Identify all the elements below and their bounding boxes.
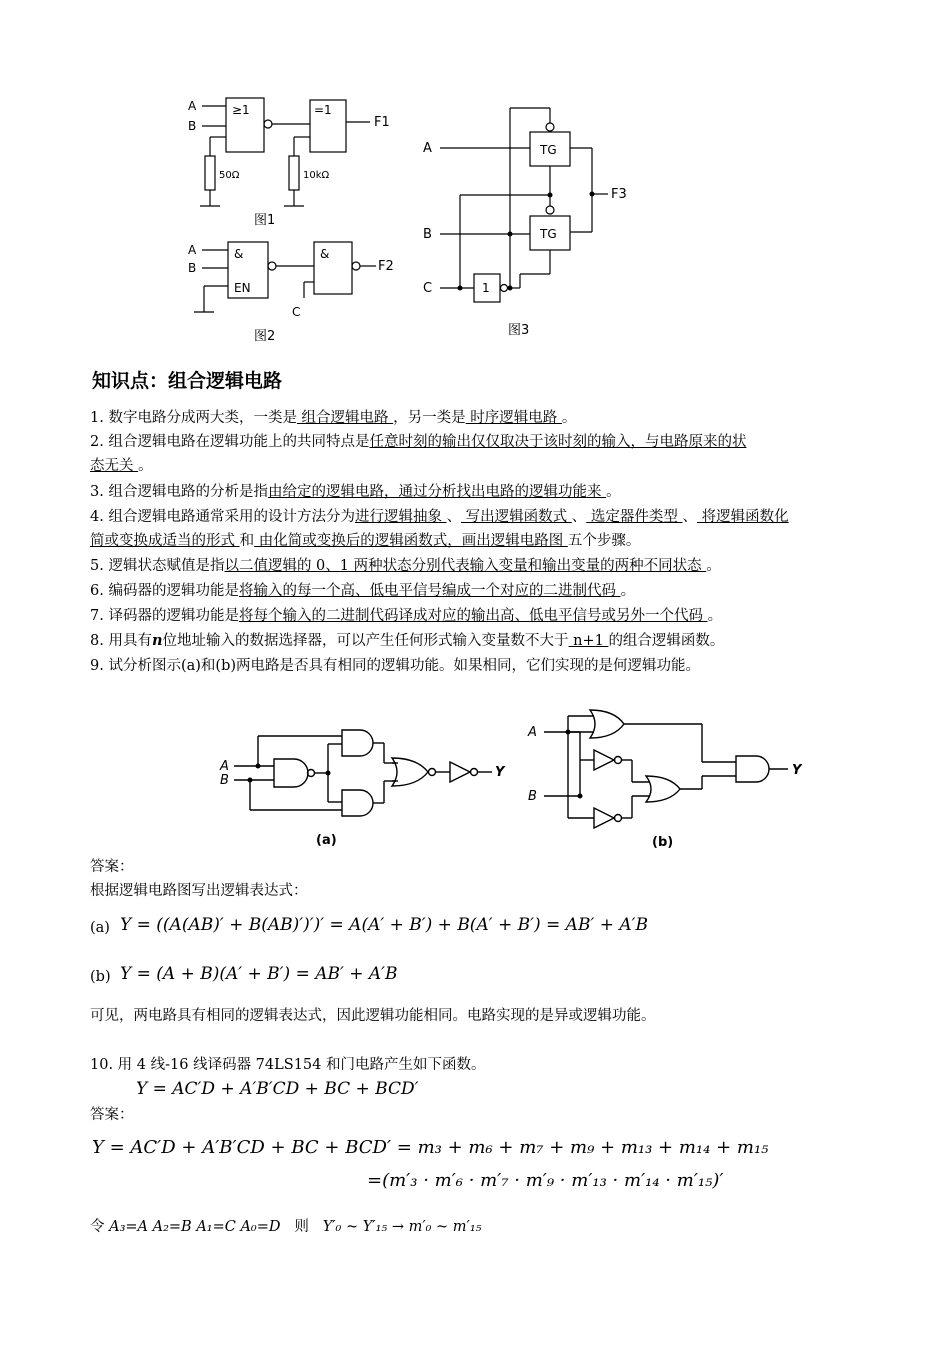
q3-text1: 组合逻辑电路的分析是指 bbox=[108, 484, 268, 500]
fig2-and-gate2-symbol: & bbox=[320, 247, 330, 261]
question-9 bbox=[90, 657, 700, 675]
q8-text3: 的组合逻辑函数。 bbox=[608, 633, 725, 649]
fig2-enable-label: EN bbox=[234, 281, 251, 295]
fig1-caption: 图1 bbox=[254, 213, 276, 228]
answer9-conclusion: 可见，两电路具有相同的逻辑表达式，因此逻辑功能相同。电路实现的是异或逻辑功能。 bbox=[90, 1008, 656, 1024]
fig1-resistor1-label: 50Ω bbox=[219, 170, 240, 181]
q6-text1: 编码器的逻辑功能是 bbox=[108, 583, 239, 599]
q5-answer1: 以二值逻辑的 0、1 两种状态分别代表输入变量和输出变量的两种不同状态 bbox=[224, 558, 707, 574]
answer10-assign: A₃=A A₂=B A₁=C A₀=D bbox=[109, 1219, 281, 1235]
fig2-input-c-label: C bbox=[292, 305, 301, 319]
fig-a-output-label: Y bbox=[495, 765, 505, 780]
fig3-input-b-label: B bbox=[423, 227, 432, 242]
fig-b-caption: (b) bbox=[652, 835, 674, 850]
q4-answer5: 简或变换成适当的形式 bbox=[90, 533, 240, 549]
fig3-input-c-label: C bbox=[423, 281, 433, 296]
q3-number: 3. bbox=[90, 484, 104, 500]
fig3-caption: 图3 bbox=[508, 323, 530, 338]
fig1-output-label: F1 bbox=[374, 115, 390, 130]
q10-number: 10. bbox=[90, 1057, 114, 1073]
question-5 bbox=[90, 557, 721, 575]
fig-b-input-a-label: A bbox=[528, 725, 537, 740]
answer9-label: 答案： bbox=[90, 859, 134, 875]
q4-answer3: 选定器件类型 bbox=[586, 509, 683, 525]
answer9-intro: 根据逻辑电路图写出逻辑表达式： bbox=[90, 883, 308, 899]
answer9-a-label: (a) bbox=[90, 920, 110, 936]
fig2-input-b-label: B bbox=[188, 261, 197, 275]
q4-answer2: 写出逻辑函数式 bbox=[461, 509, 572, 525]
question-2 bbox=[90, 433, 746, 451]
answer10-then: 则 bbox=[294, 1219, 309, 1235]
q4-text2: 和 bbox=[239, 533, 255, 549]
q1-text3: 。 bbox=[561, 410, 577, 426]
fig1-input-a-label: A bbox=[188, 99, 197, 113]
q1-text1: 数字电路分成两大类，一类是 bbox=[108, 410, 297, 426]
q3-text2: 。 bbox=[606, 484, 621, 500]
q6-answer1: 将输入的每一个高、低电平信号编成一个对应的二进制代码 bbox=[238, 583, 621, 599]
q7-number: 7. bbox=[90, 608, 104, 624]
question-2-cont bbox=[90, 457, 153, 475]
q5-text1: 逻辑状态赋值是指 bbox=[108, 558, 225, 574]
question-7 bbox=[90, 607, 722, 625]
question-4-cont bbox=[90, 532, 640, 550]
q3-answer1: 由给定的逻辑电路，通过分析找出电路的逻辑功能来 bbox=[267, 484, 607, 500]
figure-3 bbox=[418, 100, 648, 340]
figure-b bbox=[522, 700, 822, 855]
answer10-let: 令 bbox=[90, 1219, 105, 1235]
q8-number: 8. bbox=[90, 633, 104, 649]
fig1-input-b-label: B bbox=[188, 119, 197, 133]
q2-text2: 。 bbox=[138, 458, 153, 474]
q9-text1: 试分析图示(a)和(b)两电路是否具有相同的逻辑功能。如果相同，它们实现的是何逻辑功能。 bbox=[108, 658, 701, 674]
q7-answer1: 将每个输入的二进制代码译成对应的输出高、低电平信号或另外一个代码 bbox=[238, 608, 708, 624]
q4-number: 4. bbox=[90, 509, 104, 525]
fig3-output-label: F3 bbox=[611, 187, 627, 202]
q8-text1: 用具有 bbox=[108, 633, 152, 649]
q4-text1: 组合逻辑电路通常采用的设计方法分为 bbox=[108, 509, 355, 525]
q1-answer1: 组合逻辑电路 bbox=[296, 410, 394, 426]
q7-text2: 。 bbox=[707, 608, 723, 624]
answer10-mapping bbox=[90, 1218, 481, 1236]
answer10-line1: Y = AC′D + A′B′CD + BC + BCD′ = m₃ + m₆ + m₇ + m₉ + m₁₃ + m₁₄ + m₁₅ bbox=[92, 1137, 769, 1158]
q1-answer2: 时序逻辑电路 bbox=[465, 410, 562, 426]
answer9-b-expression: Y = (A + B)(A′ + B′) = AB′ + A′B bbox=[120, 964, 398, 984]
section-title: 知识点：组合逻辑电路 bbox=[92, 370, 283, 392]
q2-answer2: 态无关 bbox=[90, 458, 139, 474]
q4-answer1: 进行逻辑抽象 bbox=[354, 509, 447, 525]
q8-answer1: n+1 bbox=[568, 633, 609, 649]
fig-b-output-label: Y bbox=[792, 763, 802, 778]
answer10-label: 答案： bbox=[90, 1107, 134, 1123]
fig-a-input-a-label: A bbox=[220, 759, 229, 774]
fig1-resistor2-label: 10kΩ bbox=[303, 170, 330, 181]
q1-text2: ，另一类是 bbox=[393, 410, 466, 426]
q4-sep1: 、 bbox=[446, 509, 462, 525]
answer9-a-expression: Y = ((A(AB)′ + B(AB)′)′)′ = A(A′ + B′) + B(A′ + B′) = AB′ + A′B bbox=[120, 915, 648, 935]
q6-number: 6. bbox=[90, 583, 104, 599]
q8-text2: 位地址输入的数据选择器，可以产生任何形式输入变量数不大于 bbox=[162, 633, 569, 649]
question-4 bbox=[90, 508, 789, 526]
question-1 bbox=[90, 409, 576, 427]
figure-a bbox=[212, 718, 512, 853]
q4-sep2: 、 bbox=[571, 509, 587, 525]
fig3-input-a-label: A bbox=[423, 141, 432, 156]
q10-text1: 用 4 线-16 线译码器 74LS154 和门电路产生如下函数。 bbox=[117, 1057, 486, 1073]
q6-text2: 。 bbox=[620, 583, 636, 599]
q2-number: 2. bbox=[90, 434, 104, 450]
fig1-xor-gate-symbol: =1 bbox=[314, 103, 332, 117]
q8-variable-n: n bbox=[151, 632, 163, 649]
fig2-input-a-label: A bbox=[188, 243, 197, 257]
fig3-tg2-label: TG bbox=[540, 227, 557, 241]
q4-text3: 五个步骤。 bbox=[567, 533, 641, 549]
q2-text1: 组合逻辑电路在逻辑功能上的共同特点是 bbox=[108, 434, 370, 450]
question-3 bbox=[90, 483, 621, 501]
answer9-b-label: (b) bbox=[90, 969, 111, 985]
fig3-tg1-label: TG bbox=[540, 143, 557, 157]
q5-number: 5. bbox=[90, 558, 104, 574]
fig-a-input-b-label: B bbox=[220, 773, 229, 788]
fig-a-caption: (a) bbox=[316, 833, 337, 848]
fig2-and-gate1-symbol: & bbox=[234, 247, 244, 261]
question-8 bbox=[90, 632, 724, 650]
answer10-line2: =(m′₃ · m′₆ · m′₇ · m′₉ · m′₁₃ · m′₁₄ · m′₁₅)′ bbox=[367, 1170, 724, 1191]
fig2-caption: 图2 bbox=[254, 329, 276, 344]
fig2-output-label: F2 bbox=[378, 259, 394, 274]
q2-answer1: 任意时刻的输出仅仅取决于该时刻的输入，与电路原来的状 bbox=[369, 434, 747, 450]
q10-expression: Y = AC′D + A′B′CD + BC + BCD′ bbox=[136, 1079, 419, 1099]
q5-text2: 。 bbox=[706, 558, 721, 574]
q7-text1: 译码器的逻辑功能是 bbox=[108, 608, 239, 624]
question-6 bbox=[90, 582, 635, 600]
fig-b-input-b-label: B bbox=[528, 789, 537, 804]
q4-answer6: 由化简或变换后的逻辑函数式，画出逻辑电路图 bbox=[254, 533, 568, 549]
fig3-inverter-label: 1 bbox=[482, 281, 490, 295]
figure-2 bbox=[180, 236, 410, 348]
q1-number: 1. bbox=[90, 410, 104, 426]
q9-number: 9. bbox=[90, 658, 104, 674]
figure-1 bbox=[180, 92, 410, 232]
q4-sep3: 、 bbox=[682, 509, 697, 525]
fig1-or-gate-symbol: ≥1 bbox=[232, 103, 250, 117]
answer10-map: Y′₀ ~ Y′₁₅ → m′₀ ~ m′₁₅ bbox=[322, 1219, 482, 1235]
q4-answer4: 将逻辑函数化 bbox=[697, 509, 789, 525]
question-10 bbox=[90, 1056, 485, 1074]
